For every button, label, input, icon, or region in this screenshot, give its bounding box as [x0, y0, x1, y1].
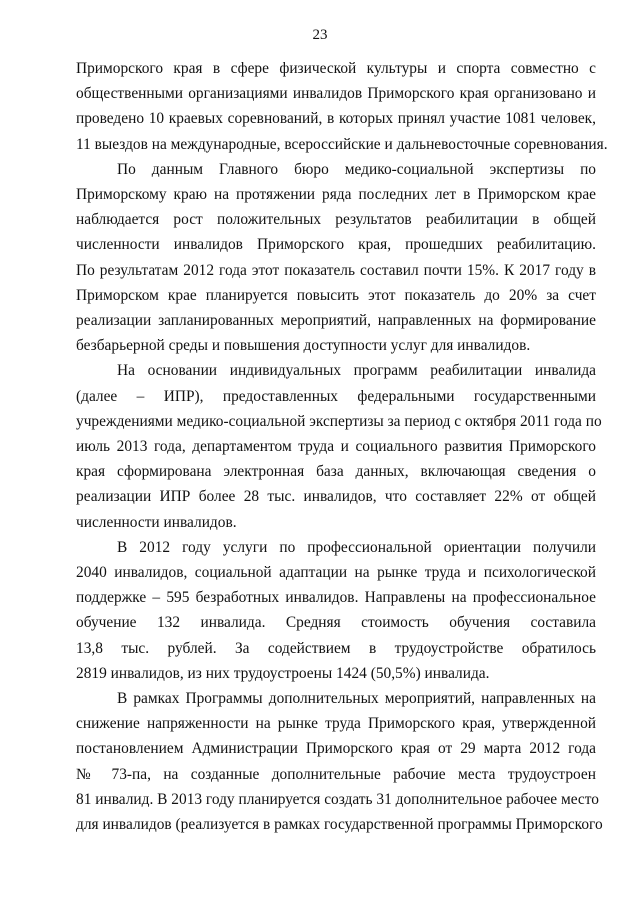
- text-line: 81 инвалид. В 2013 году планируется создать 31 дополнительное рабочее место: [76, 790, 599, 808]
- text-line: По данным Главного бюро медико-социальной экспертизы по: [117, 160, 596, 178]
- text-line: проведено 10 краевых соревнований, в которых принял участие 1081 человек,: [76, 110, 596, 128]
- paragraph-rehabilitation-results: [76, 157, 596, 359]
- text-line: В 2012 году услуги по профессиональной ориентации получили: [117, 538, 596, 556]
- text-line: для инвалидов (реализуется в рамках государственной программы Приморского: [76, 816, 603, 834]
- text-line: численности инвалидов.: [76, 513, 237, 531]
- text-line: поддержке – 595 безработных инвалидов. Направлены на профессиональное: [76, 589, 596, 607]
- text-line: учреждениями медико-социальной экспертизы за период с октября 2011 года по: [76, 412, 602, 430]
- paragraph-ipr-database: [76, 358, 602, 534]
- text-line: Приморском крае планируется повысить этот показатель до 20% за счет: [76, 286, 596, 304]
- paragraph-additional-measures: [76, 686, 603, 837]
- text-line: На основании индивидуальных программ реабилитации инвалида: [117, 362, 596, 380]
- text-line: Приморского края в сфере физической культуры и спорта совместно с: [76, 60, 596, 77]
- text-line: снижение напряженности на рынке труда Приморского края, утвержденной: [76, 715, 596, 733]
- text-line: обучение 132 инвалида. Средняя стоимость обучения составила: [76, 614, 596, 632]
- paragraph-employment-services: [76, 535, 596, 686]
- text-line: края сформирована электронная база данных, включающая сведения о: [76, 463, 596, 481]
- text-line: 13,8 тыс. рублей. За содействием в трудоустройстве обратилось: [76, 639, 596, 657]
- text-line: реализации ИПР более 28 тыс. инвалидов, что составляет 22% от общей: [76, 488, 596, 506]
- text-line: реализации запланированных мероприятий, направленных на формирование: [76, 312, 596, 330]
- text-line: 11 выездов на международные, всероссийские и дальневосточные соревнования.: [76, 135, 608, 153]
- page-number: 23: [312, 27, 328, 43]
- text-line: наблюдается рост положительных результатов реабилитации в общей: [76, 211, 596, 229]
- document-body: [76, 56, 608, 837]
- text-line: По результатам 2012 года этот показатель составил почти 15%. К 2017 году в: [76, 261, 596, 279]
- text-line: безбарьерной среды и повышения доступности услуг для инвалидов.: [76, 337, 531, 355]
- text-line: общественными организациями инвалидов Приморского края организовано и: [76, 85, 596, 103]
- text-line: 2819 инвалидов, из них трудоустроены 1424 (50,5%) инвалида.: [76, 664, 490, 682]
- text-line: постановлением Администрации Приморского края от 29 марта 2012 года: [76, 740, 596, 758]
- text-line: Приморскому краю на протяжении ряда последних лет в Приморском крае: [76, 186, 596, 204]
- text-line: (далее – ИПР), предоставленных федеральными государственными: [76, 387, 596, 405]
- text-line: численности инвалидов Приморского края, прошедших реабилитацию.: [76, 236, 596, 254]
- text-line: июль 2013 года, департаментом труда и социального развития Приморского: [76, 438, 596, 456]
- paragraph-sports-competitions: [76, 56, 608, 157]
- text-line: 2040 инвалидов, социальной адаптации на рынке труда и психологической: [76, 564, 596, 582]
- text-line: № 73-па, на созданные дополнительные рабочие места трудоустроен: [76, 765, 596, 783]
- text-line: В рамках Программы дополнительных мероприятий, направленных на: [117, 690, 596, 708]
